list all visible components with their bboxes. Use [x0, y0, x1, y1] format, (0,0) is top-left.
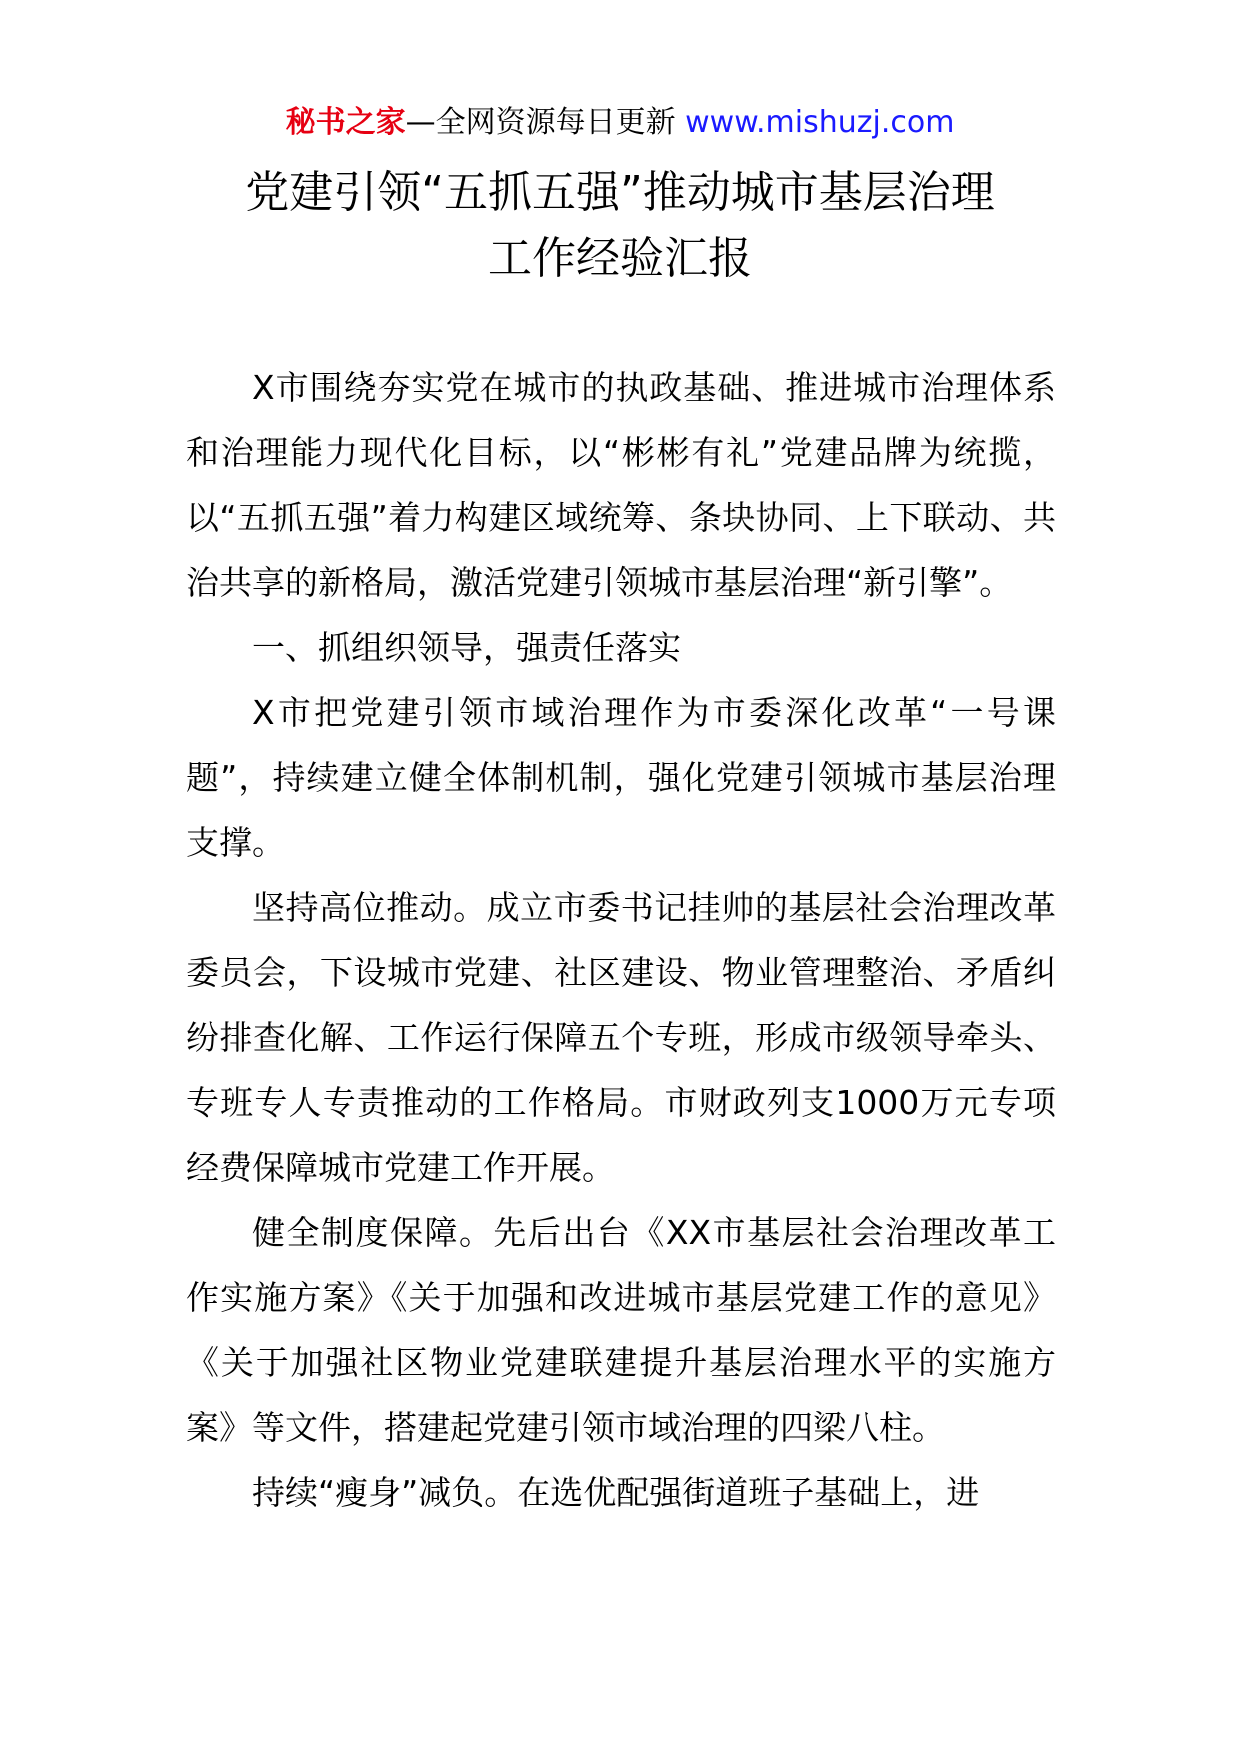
- document-body: [186, 355, 1056, 1525]
- document-title: [150, 160, 1090, 292]
- paragraph-slimming: 持续“瘦身”减负。在选优配强街道班子基础上，进: [252, 1473, 980, 1512]
- paragraph-system-guarantee: 健全制度保障。先后出台《XX市基层社会治理改革工作实施方案》《关于加强和改进城市基层党建工作的意见》《关于加强社区物业党建联建提升基层治理水平的实施方案》等文件，搭建起党建引领市域治理的四梁八柱。: [186, 1213, 1056, 1447]
- title-line-2: 工作经验汇报: [488, 233, 752, 284]
- header-tagline: —全网资源每日更新: [405, 105, 686, 140]
- paragraph-section-1: X市把党建引领市域治理作为市委深化改革“一号课题”，持续建立健全体制机制，强化党建引领城市基层治理支撑。: [186, 693, 1056, 862]
- paragraph-intro: X市围绕夯实党在城市的执政基础、推进城市治理体系和治理能力现代化目标，以“彬彬有礼”党建品牌为统揽，以“五抓五强”着力构建区域统筹、条块协同、上下联动、共治共享的新格局，激活党建引领城市基层治理“新引擎”。: [186, 368, 1056, 602]
- site-url-link[interactable]: www.mishuzj.com: [685, 105, 955, 140]
- site-header: [0, 100, 1240, 146]
- title-line-1: 党建引领“五抓五强”推动城市基层治理: [245, 167, 995, 218]
- section-heading-1: 一、抓组织领导，强责任落实: [252, 628, 681, 667]
- brand-name: 秘书之家: [285, 105, 406, 140]
- paragraph-high-level-push: 坚持高位推动。成立市委书记挂帅的基层社会治理改革委员会，下设城市党建、社区建设、物业管理整治、矛盾纠纷排查化解、工作运行保障五个专班，形成市级领导牵头、专班专人专责推动的工作格局。市财政列支1000万元专项经费保障城市党建工作开展。: [186, 888, 1056, 1187]
